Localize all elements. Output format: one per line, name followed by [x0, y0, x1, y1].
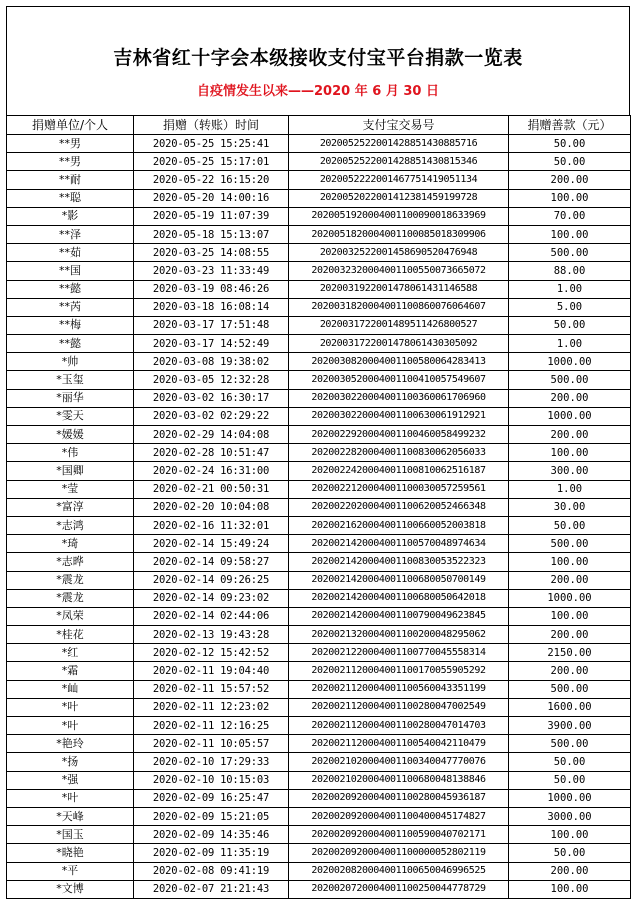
donor-cell: **泽: [7, 225, 134, 243]
table-row: [7, 462, 631, 480]
amount-cell: 500.00: [509, 244, 631, 262]
time-cell: 2020-05-18 15:13:07: [134, 225, 289, 243]
txid-cell: 2020022020004001100620052466348: [289, 498, 509, 516]
amount-cell: 3000.00: [509, 807, 631, 825]
table-row: [7, 516, 631, 534]
table-row: [7, 426, 631, 444]
table-row: [7, 262, 631, 280]
donor-cell: *霜: [7, 662, 134, 680]
table-row: [7, 789, 631, 807]
table-row: [7, 735, 631, 753]
time-cell: 2020-02-24 16:31:00: [134, 462, 289, 480]
donor-cell: *屾: [7, 680, 134, 698]
table-row: [7, 316, 631, 334]
amount-cell: 200.00: [509, 389, 631, 407]
table-row: [7, 771, 631, 789]
time-cell: 2020-03-19 08:46:26: [134, 280, 289, 298]
txid-cell: 2020030520004001100410057549607: [289, 371, 509, 389]
time-cell: 2020-02-29 14:04:08: [134, 426, 289, 444]
donor-cell: **懿: [7, 280, 134, 298]
txid-cell: 2020031722001489511426800527: [289, 316, 509, 334]
donor-cell: *丽华: [7, 389, 134, 407]
txid-cell: 2020052522001428851430885716: [289, 135, 509, 153]
amount-cell: 200.00: [509, 626, 631, 644]
table-row: [7, 753, 631, 771]
table-row: [7, 135, 631, 153]
time-cell: 2020-02-09 14:35:46: [134, 826, 289, 844]
column-header-time: 捐赠（转账）时间: [134, 116, 289, 135]
time-cell: 2020-02-14 09:58:27: [134, 553, 289, 571]
amount-cell: 100.00: [509, 225, 631, 243]
table-row: [7, 189, 631, 207]
column-header-txid: 支付宝交易号: [289, 116, 509, 135]
amount-cell: 1000.00: [509, 789, 631, 807]
txid-cell: 2020021420004001100680050642018: [289, 589, 509, 607]
txid-cell: 2020021120004001100170055905292: [289, 662, 509, 680]
amount-cell: 50.00: [509, 516, 631, 534]
amount-cell: 200.00: [509, 171, 631, 189]
txid-cell: 2020052022001412381459199728: [289, 189, 509, 207]
amount-cell: 500.00: [509, 371, 631, 389]
time-cell: 2020-02-07 21:21:43: [134, 880, 289, 898]
txid-cell: 2020021320004001100200048295062: [289, 626, 509, 644]
time-cell: 2020-02-08 09:41:19: [134, 862, 289, 880]
sheet-header: [6, 6, 630, 115]
txid-cell: 2020022420004001100810062516187: [289, 462, 509, 480]
time-cell: 2020-02-20 10:04:08: [134, 498, 289, 516]
donor-cell: *文博: [7, 880, 134, 898]
donor-cell: *国玉: [7, 826, 134, 844]
donor-cell: **芮: [7, 298, 134, 316]
time-cell: 2020-03-17 17:51:48: [134, 316, 289, 334]
time-cell: 2020-02-14 15:49:24: [134, 535, 289, 553]
time-cell: 2020-02-14 09:23:02: [134, 589, 289, 607]
donor-cell: *凤荣: [7, 607, 134, 625]
donor-cell: *志鸿: [7, 516, 134, 534]
table-row: [7, 225, 631, 243]
txid-cell: 2020021420004001100570048974634: [289, 535, 509, 553]
amount-cell: 1600.00: [509, 698, 631, 716]
amount-cell: 1.00: [509, 280, 631, 298]
time-cell: 2020-05-22 16:15:20: [134, 171, 289, 189]
table-row: [7, 153, 631, 171]
amount-cell: 50.00: [509, 753, 631, 771]
table-row: [7, 844, 631, 862]
donation-sheet: [6, 6, 630, 899]
time-cell: 2020-02-09 11:35:19: [134, 844, 289, 862]
time-cell: 2020-02-11 12:23:02: [134, 698, 289, 716]
page-subtitle: 自疫情发生以来——2020 年 6 月 30 日: [197, 84, 439, 99]
table-row: [7, 498, 631, 516]
donor-cell: *志晔: [7, 553, 134, 571]
donor-cell: **茹: [7, 244, 134, 262]
time-cell: 2020-02-14 09:26:25: [134, 571, 289, 589]
table-row: [7, 862, 631, 880]
amount-cell: 100.00: [509, 444, 631, 462]
txid-cell: 2020020820004001100650046996525: [289, 862, 509, 880]
txid-cell: 2020021120004001100280047002549: [289, 698, 509, 716]
time-cell: 2020-02-16 11:32:01: [134, 516, 289, 534]
donor-cell: **聪: [7, 189, 134, 207]
table-row: [7, 480, 631, 498]
table-row: [7, 371, 631, 389]
donor-cell: *艳玲: [7, 735, 134, 753]
amount-cell: 50.00: [509, 153, 631, 171]
donor-cell: *琦: [7, 535, 134, 553]
amount-cell: 5.00: [509, 298, 631, 316]
table-row: [7, 607, 631, 625]
txid-cell: 2020022120004001100030057259561: [289, 480, 509, 498]
amount-cell: 50.00: [509, 844, 631, 862]
txid-cell: 2020031922001478061431146588: [289, 280, 509, 298]
amount-cell: 1000.00: [509, 407, 631, 425]
time-cell: 2020-02-12 15:42:52: [134, 644, 289, 662]
donor-cell: *影: [7, 207, 134, 225]
table-body: [7, 135, 631, 899]
amount-cell: 200.00: [509, 426, 631, 444]
txid-cell: 2020032522001458690520476948: [289, 244, 509, 262]
amount-cell: 500.00: [509, 735, 631, 753]
donor-cell: *雯天: [7, 407, 134, 425]
time-cell: 2020-02-28 10:51:47: [134, 444, 289, 462]
table-row: [7, 207, 631, 225]
time-cell: 2020-02-11 15:57:52: [134, 680, 289, 698]
amount-cell: 100.00: [509, 189, 631, 207]
donor-cell: **梅: [7, 316, 134, 334]
table-row: [7, 807, 631, 825]
table-row: [7, 826, 631, 844]
donor-cell: **男: [7, 153, 134, 171]
time-cell: 2020-05-19 11:07:39: [134, 207, 289, 225]
time-cell: 2020-03-23 11:33:49: [134, 262, 289, 280]
amount-cell: 2150.00: [509, 644, 631, 662]
txid-cell: 2020021120004001100280047014703: [289, 717, 509, 735]
time-cell: 2020-02-11 19:04:40: [134, 662, 289, 680]
txid-cell: 2020030820004001100580064283413: [289, 353, 509, 371]
donor-cell: *震龙: [7, 589, 134, 607]
time-cell: 2020-02-10 10:15:03: [134, 771, 289, 789]
table-row: [7, 444, 631, 462]
time-cell: 2020-05-20 14:00:16: [134, 189, 289, 207]
amount-cell: 200.00: [509, 571, 631, 589]
time-cell: 2020-03-25 14:08:55: [134, 244, 289, 262]
txid-cell: 2020020920004001100280045936187: [289, 789, 509, 807]
table-row: [7, 589, 631, 607]
txid-cell: 2020021420004001100830053522323: [289, 553, 509, 571]
amount-cell: 50.00: [509, 135, 631, 153]
txid-cell: 2020022820004001100830062056033: [289, 444, 509, 462]
table-row: [7, 717, 631, 735]
amount-cell: 50.00: [509, 771, 631, 789]
donor-cell: **男: [7, 135, 134, 153]
table-row: [7, 389, 631, 407]
txid-cell: 2020052522001428851430815346: [289, 153, 509, 171]
amount-cell: 300.00: [509, 462, 631, 480]
donor-cell: *玉玺: [7, 371, 134, 389]
amount-cell: 70.00: [509, 207, 631, 225]
donor-cell: *富淳: [7, 498, 134, 516]
amount-cell: 500.00: [509, 535, 631, 553]
amount-cell: 200.00: [509, 662, 631, 680]
table-row: [7, 353, 631, 371]
amount-cell: 100.00: [509, 607, 631, 625]
donor-cell: **国: [7, 262, 134, 280]
donor-cell: *媛媛: [7, 426, 134, 444]
amount-cell: 30.00: [509, 498, 631, 516]
amount-cell: 1000.00: [509, 589, 631, 607]
donor-cell: *国卿: [7, 462, 134, 480]
table-row: [7, 280, 631, 298]
time-cell: 2020-03-18 16:08:14: [134, 298, 289, 316]
donor-cell: *帅: [7, 353, 134, 371]
donor-cell: *强: [7, 771, 134, 789]
time-cell: 2020-03-02 16:30:17: [134, 389, 289, 407]
donor-cell: *桂花: [7, 626, 134, 644]
time-cell: 2020-02-13 19:43:28: [134, 626, 289, 644]
donor-cell: *伟: [7, 444, 134, 462]
txid-cell: 2020020720004001100250044778729: [289, 880, 509, 898]
table-row: [7, 335, 631, 353]
donor-cell: *莹: [7, 480, 134, 498]
donation-table: [6, 115, 631, 899]
time-cell: 2020-05-25 15:25:41: [134, 135, 289, 153]
txid-cell: 2020021420004001100790049623845: [289, 607, 509, 625]
table-row: [7, 553, 631, 571]
txid-cell: 2020052222001467751419051134: [289, 171, 509, 189]
time-cell: 2020-03-17 14:52:49: [134, 335, 289, 353]
txid-cell: 2020032320004001100550073665072: [289, 262, 509, 280]
amount-cell: 88.00: [509, 262, 631, 280]
amount-cell: 3900.00: [509, 717, 631, 735]
time-cell: 2020-02-21 00:50:31: [134, 480, 289, 498]
donor-cell: *天峰: [7, 807, 134, 825]
amount-cell: 100.00: [509, 553, 631, 571]
time-cell: 2020-02-14 02:44:06: [134, 607, 289, 625]
donor-cell: *平: [7, 862, 134, 880]
column-header-amount: 捐赠善款（元）: [509, 116, 631, 135]
table-row: [7, 626, 631, 644]
donor-cell: *震龙: [7, 571, 134, 589]
txid-cell: 2020021620004001100660052003818: [289, 516, 509, 534]
table-row: [7, 407, 631, 425]
donor-cell: *扬: [7, 753, 134, 771]
txid-cell: 2020021120004001100560043351199: [289, 680, 509, 698]
donor-cell: *叶: [7, 789, 134, 807]
donor-cell: *晓艳: [7, 844, 134, 862]
table-header-row: [7, 116, 631, 135]
amount-cell: 1000.00: [509, 353, 631, 371]
table-row: [7, 535, 631, 553]
txid-cell: 2020020920004001100400045174827: [289, 807, 509, 825]
time-cell: 2020-05-25 15:17:01: [134, 153, 289, 171]
txid-cell: 2020021220004001100770045558314: [289, 644, 509, 662]
table-row: [7, 244, 631, 262]
time-cell: 2020-02-11 12:16:25: [134, 717, 289, 735]
txid-cell: 2020030220004001100630061912921: [289, 407, 509, 425]
column-header-donor: 捐赠单位/个人: [7, 116, 134, 135]
time-cell: 2020-02-10 17:29:33: [134, 753, 289, 771]
txid-cell: 2020051920004001100090018633969: [289, 207, 509, 225]
txid-cell: 2020021020004001100340047770076: [289, 753, 509, 771]
txid-cell: 2020030220004001100360061706960: [289, 389, 509, 407]
page-title: 吉林省红十字会本级接收支付宝平台捐款一览表: [113, 47, 523, 69]
table-row: [7, 644, 631, 662]
txid-cell: 2020031722001478061430305092: [289, 335, 509, 353]
amount-cell: 1.00: [509, 335, 631, 353]
time-cell: 2020-02-11 10:05:57: [134, 735, 289, 753]
table-row: [7, 680, 631, 698]
amount-cell: 100.00: [509, 880, 631, 898]
amount-cell: 200.00: [509, 862, 631, 880]
time-cell: 2020-03-05 12:32:28: [134, 371, 289, 389]
time-cell: 2020-02-09 15:21:05: [134, 807, 289, 825]
amount-cell: 1.00: [509, 480, 631, 498]
time-cell: 2020-03-08 19:38:02: [134, 353, 289, 371]
donor-cell: *叶: [7, 717, 134, 735]
table-row: [7, 298, 631, 316]
txid-cell: 2020020920004001100590040702171: [289, 826, 509, 844]
donor-cell: *红: [7, 644, 134, 662]
table-row: [7, 571, 631, 589]
time-cell: 2020-03-02 02:29:22: [134, 407, 289, 425]
txid-cell: 2020031820004001100860076064607: [289, 298, 509, 316]
table-row: [7, 171, 631, 189]
table-row: [7, 880, 631, 898]
txid-cell: 2020022920004001100460058499232: [289, 426, 509, 444]
txid-cell: 2020021120004001100540042110479: [289, 735, 509, 753]
table-row: [7, 662, 631, 680]
txid-cell: 2020020920004001100000052802119: [289, 844, 509, 862]
txid-cell: 2020051820004001100085018309906: [289, 225, 509, 243]
table-row: [7, 698, 631, 716]
amount-cell: 50.00: [509, 316, 631, 334]
donor-cell: **耐: [7, 171, 134, 189]
txid-cell: 2020021420004001100680050700149: [289, 571, 509, 589]
txid-cell: 2020021020004001100680048138846: [289, 771, 509, 789]
donor-cell: **懿: [7, 335, 134, 353]
time-cell: 2020-02-09 16:25:47: [134, 789, 289, 807]
amount-cell: 500.00: [509, 680, 631, 698]
donor-cell: *叶: [7, 698, 134, 716]
amount-cell: 100.00: [509, 826, 631, 844]
